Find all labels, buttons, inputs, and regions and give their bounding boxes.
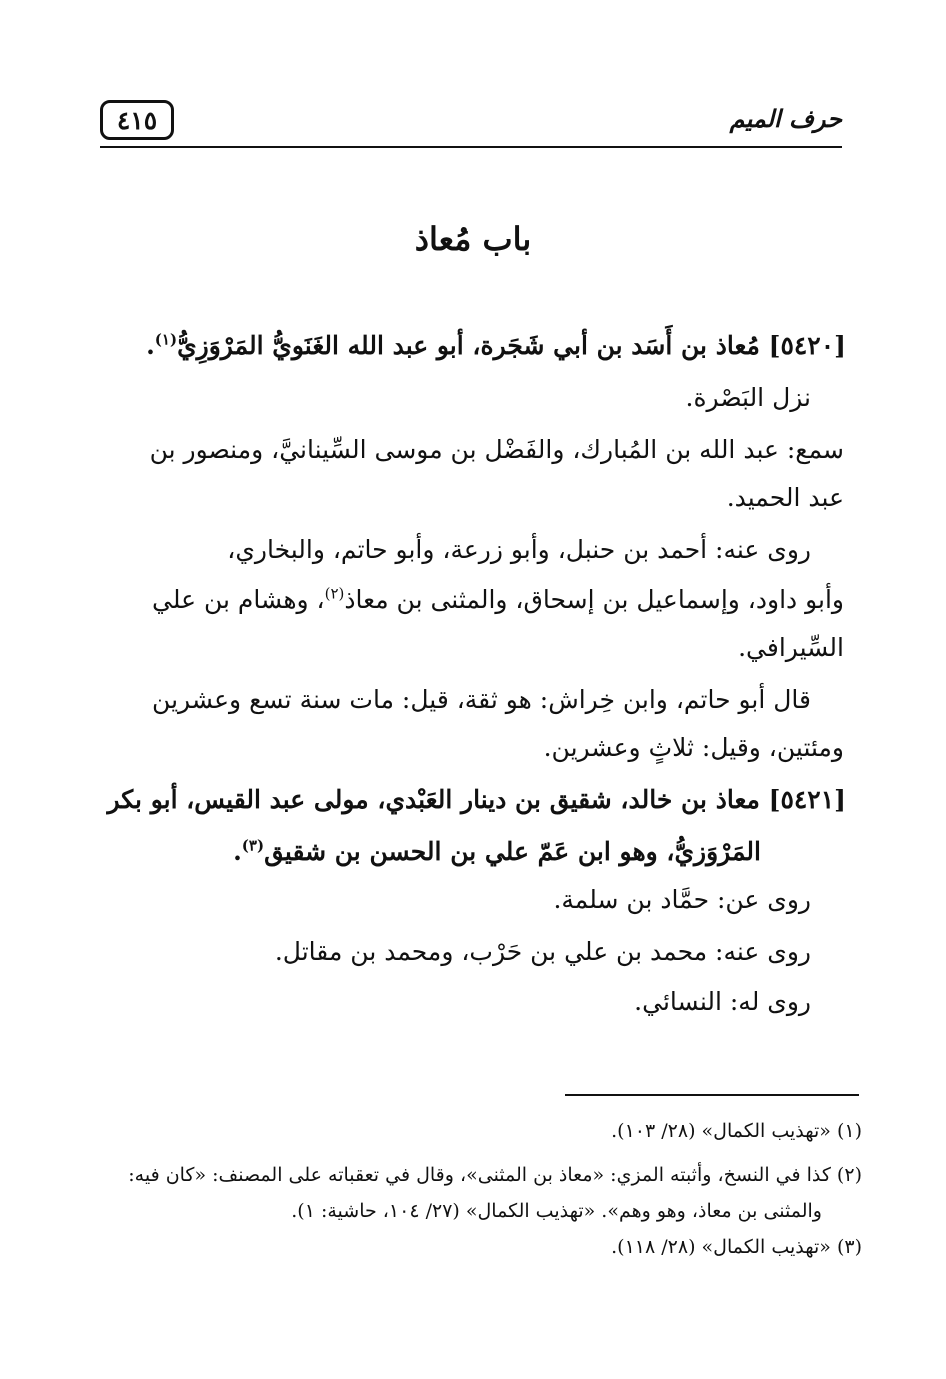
entry-5421-heading-text: المَرْوَزيُّ، وهو ابن عَمّ علي بن الحسن بن شقيق [264,837,761,866]
heading-period: . [233,837,242,866]
entry-5420-residence: نزل البَصْرة. [685,383,811,412]
page-number: ٤١٥ [100,100,174,140]
running-chapter-title: حرف الميم [729,104,842,133]
narrators-text-a: وأبو داود، وإسماعيل بن إسحاق، والمثنى بن معاذ [344,585,844,614]
footnote-2-cont: والمثنى بن معاذ، وهو وهم». «تهذيب الكمال» (٢٧/ ١٠٤، حاشية: ١). [291,1200,822,1222]
entry-5420-assessment-cont: ومئتين، وقيل: ثلاثٍ وعشرين. [543,733,844,762]
entry-5420-heading [146,326,846,366]
entry-5421-heading-cont [233,832,761,872]
entry-5420-narrators-end: السِّيرافي. [738,633,844,662]
header-divider [100,146,842,148]
entry-5420-heard-from-cont: عبد الحميد. [726,483,844,512]
section-title: باب مُعاذ [414,220,532,258]
footnote-ref-3: (٣) [241,836,265,855]
footnote-divider [565,1094,859,1096]
page-header [100,98,842,148]
entry-5420-heading-text: [٥٤٢٠] مُعاذ بن أَسَد بن أبي شَجَرة، أبو عبد الله الغَنَويُّ المَرْوَزِيُّ [177,331,846,360]
entry-5421-narrated-by: روى له: النسائي. [634,987,811,1016]
footnote-ref-2: (٢) [324,584,345,603]
narrators-text-b: ، وهشام بن علي [152,585,325,614]
footnote-3: (٣) «تهذيب الكمال» (٢٨/ ١١٨). [611,1236,862,1258]
entry-5420-heard-from: سمع: عبد الله بن المُبارك، والفَضْل بن موسى السِّينانيَّ، ومنصور بن [149,435,844,464]
entry-5421-heading: [٥٤٢١] معاذ بن خالد، شقيق بن دينار العَبْدي، مولى عبد القيس، أبو بكر [107,785,846,814]
footnote-2: (٢) كذا في النسخ، وأثبته المزي: «معاذ بن المثنى»، وقال في تعقباته على المصنف: «كان فيه: [128,1164,862,1186]
heading-period: . [146,331,155,360]
footnote-ref-1: (١) [154,330,178,349]
footnote-1: (١) «تهذيب الكمال» (٢٨/ ١٠٣). [611,1120,862,1142]
entry-5421-narrated-from: روى عن: حمَّاد بن سلمة. [553,885,811,914]
entry-5420-narrators: روى عنه: أحمد بن حنبل، وأبو زرعة، وأبو حاتم، والبخاري، [227,535,811,564]
entry-5421-narrators: روى عنه: محمد بن علي بن حَرْب، ومحمد بن مقاتل. [274,937,811,966]
entry-5420-narrators-cont [152,580,844,620]
entry-5420-assessment: قال أبو حاتم، وابن خِراش: هو ثقة، قيل: مات سنة تسع وعشرين [152,685,811,714]
